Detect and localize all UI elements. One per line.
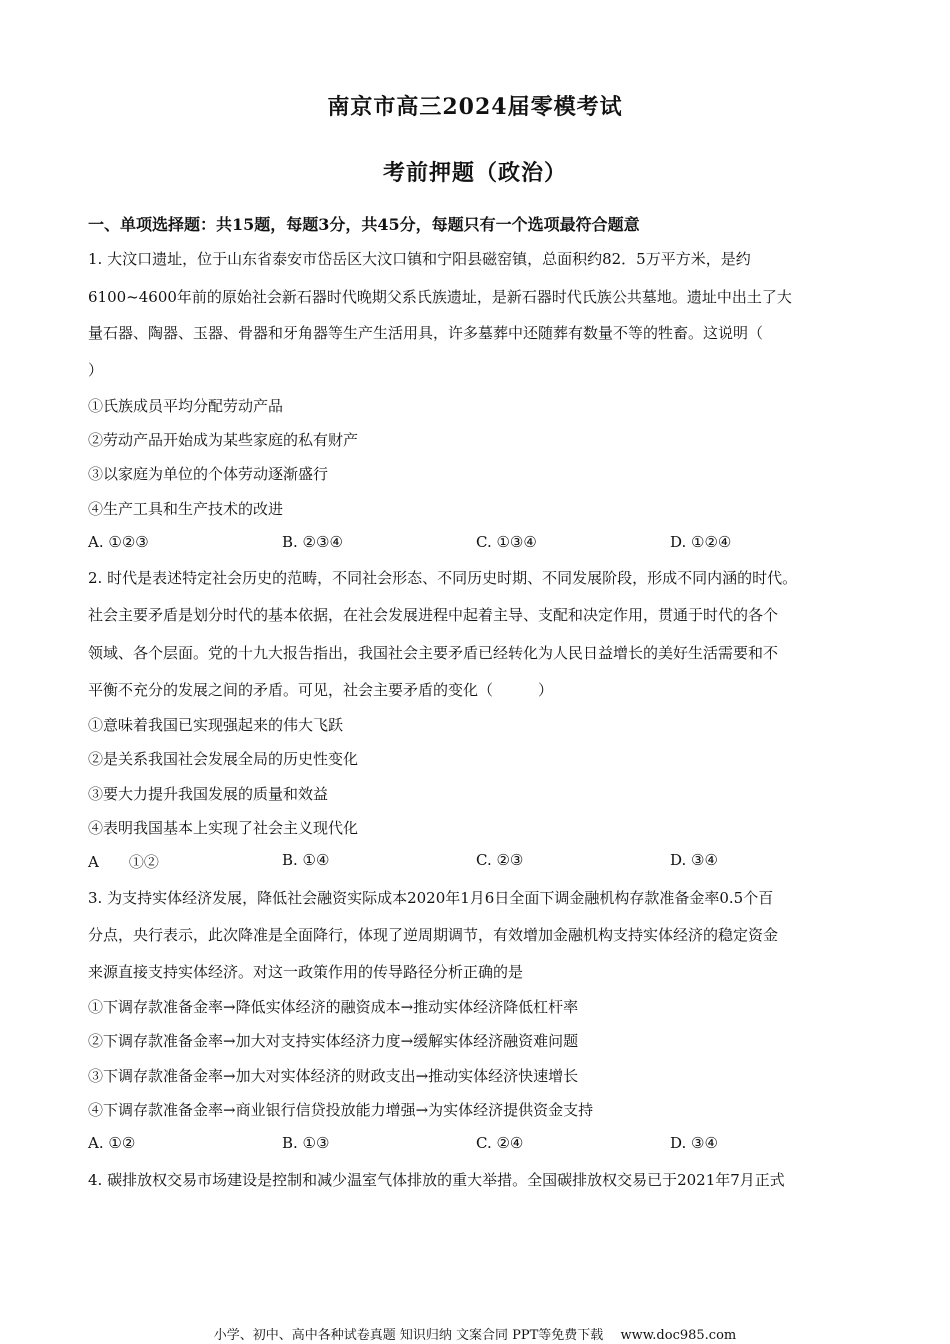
question-2-statement: ③要大力提升我国发展的质量和效益: [88, 785, 329, 803]
question-1-statement: ①氏族成员平均分配劳动产品: [88, 397, 284, 415]
question-4-line: 4. 碳排放权交易市场建设是控制和减少温室气体排放的重大举措。全国碳排放权交易已于2021年7月正式: [88, 1171, 785, 1189]
question-1-statement: ④生产工具和生产技术的改进: [88, 500, 284, 518]
question-1-line: 6100~4600年前的原始社会新石器时代晚期父系氏族遗址，是新石器时代氏族公共墓地。遗址中出土了大: [88, 288, 792, 306]
option-b: B. ②③④: [282, 533, 343, 551]
question-2-line: 领域、各个层面。党的十九大报告指出，我国社会主要矛盾已经转化为人民日益增长的美好生活需要和不: [88, 644, 779, 662]
question-2-line: 平衡不充分的发展之间的矛盾。可见，社会主要矛盾的变化（ ）: [88, 681, 554, 699]
question-3-options: [88, 1134, 868, 1156]
exam-subtitle: 考前押题（政治）: [382, 160, 567, 186]
question-1-line: ）: [88, 361, 104, 379]
question-3-line: 3. 为支持实体经济发展，降低社会融资实际成本2020年1月6日全面下调金融机构存款准备金率0.5个百: [88, 889, 774, 907]
question-3-statement: ③下调存款准备金率→加大对实体经济的财政支出→推动实体经济快速增长: [88, 1067, 579, 1085]
question-2-line: 社会主要矛盾是划分时代的基本依据，在社会发展进程中起着主导、支配和决定作用，贯通于时代的各个: [88, 606, 779, 624]
option-a: A. ①②③: [88, 533, 149, 551]
option-c: C. ②③: [476, 851, 524, 869]
question-2-line: 2. 时代是表述特定社会历史的范畴，不同社会形态、不同历史时期、不同发展阶段，形成不同内涵的时代。: [88, 569, 798, 587]
option-c: C. ①③④: [476, 533, 537, 551]
question-3-statement: ④下调存款准备金率→商业银行信贷投放能力增强→为实体经济提供资金支持: [88, 1101, 594, 1119]
question-3-line: 分点，央行表示，此次降准是全面降行，体现了逆周期调节，有效增加金融机构支持实体经济的稳定资金: [88, 926, 779, 944]
option-a: A ①②: [88, 853, 159, 871]
question-1-line: 量石器、陶器、玉器、骨器和牙角器等生产生活用具，许多墓葬中还随葬有数量不等的牲畜。这说明（: [88, 324, 764, 342]
question-1-statement: ③以家庭为单位的个体劳动逐渐盛行: [88, 465, 329, 483]
question-2-statement: ④表明我国基本上实现了社会主义现代化: [88, 819, 359, 837]
option-a: A. ①②: [88, 1134, 136, 1152]
question-2-statement: ②是关系我国社会发展全局的历史性变化: [88, 750, 359, 768]
question-3-statement: ①下调存款准备金率→降低实体经济的融资成本→推动实体经济降低杠杆率: [88, 998, 579, 1016]
option-d: D. ①②④: [670, 533, 732, 551]
question-3-line: 来源直接支持实体经济。对这一政策作用的传导路径分析正确的是: [88, 963, 524, 981]
option-d: D. ③④: [670, 851, 718, 869]
option-d: D. ③④: [670, 1134, 718, 1152]
question-2-options: [88, 851, 868, 873]
question-3-statement: ②下调存款准备金率→加大对支持实体经济力度→缓解实体经济融资难问题: [88, 1032, 579, 1050]
exam-title: 南京市高三2024届零模考试: [327, 94, 623, 120]
question-1-line: 1. 大汶口遗址，位于山东省泰安市岱岳区大汶口镇和宁阳县磁窑镇，总面积约82．5万平方米，是约: [88, 250, 751, 268]
section-heading: 一、单项选择题：共15题，每题3分，共45分，每题只有一个选项最符合题意: [88, 215, 640, 234]
page-footer: 小学、初中、高中各种试卷真题 知识归纳 文案合同 PPT等免费下载 www.doc985.com: [213, 1328, 737, 1343]
question-1-options: [88, 533, 868, 555]
question-1-statement: ②劳动产品开始成为某些家庭的私有财产: [88, 431, 359, 449]
option-b: B. ①④: [282, 851, 330, 869]
option-b: B. ①③: [282, 1134, 330, 1152]
option-c: C. ②④: [476, 1134, 524, 1152]
question-2-statement: ①意味着我国已实现强起来的伟大飞跃: [88, 716, 344, 734]
